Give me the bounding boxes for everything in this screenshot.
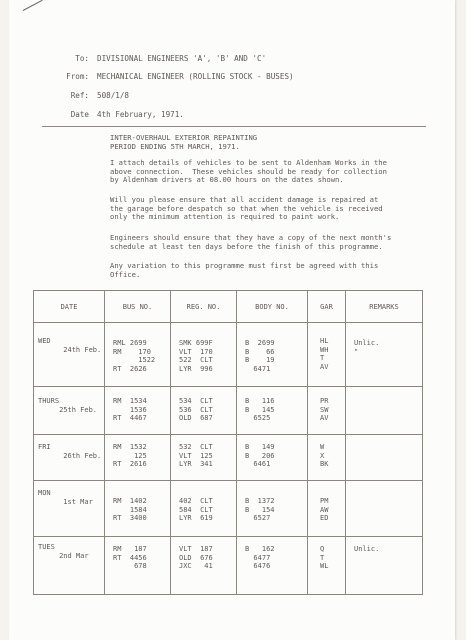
body-no-cell bbox=[237, 481, 308, 537]
table-row bbox=[34, 435, 423, 481]
garage-cell-line: AV bbox=[320, 362, 329, 371]
pen-tick-mark bbox=[23, 0, 43, 11]
date-cell-line: 2nd Mar bbox=[38, 551, 89, 560]
header-reg-no: REG. NO. bbox=[171, 291, 237, 323]
reg-no-cell-line: OLD 687 bbox=[179, 414, 213, 422]
reg-no-cell-line: 536 CLT bbox=[179, 405, 213, 414]
bus-no-cell-line: RML 2699 bbox=[113, 339, 147, 347]
reg-no-cell-line: 522 CLT bbox=[179, 356, 213, 364]
date-cell-line: FRI bbox=[38, 443, 51, 451]
garage-cell-line: Q bbox=[320, 545, 325, 553]
subject-line-1: INTER-OVERHAUL EXTERIOR REPAINTING bbox=[110, 133, 258, 142]
header-divider bbox=[42, 126, 426, 127]
body-no-cell-line: B 19 bbox=[245, 356, 275, 364]
bus-no-cell-line: RM 187 bbox=[113, 545, 147, 553]
reg-no-cell-line: VLT 170 bbox=[179, 347, 213, 356]
reg-no-cell-line: 402 CLT bbox=[179, 497, 213, 505]
body-no-cell-line: B 145 bbox=[245, 405, 275, 414]
date-cell-line: 1st Mar bbox=[38, 497, 93, 506]
from-label: From: bbox=[66, 72, 89, 81]
date-cell-line: 25th Feb. bbox=[38, 405, 98, 414]
reg-no-cell-line: LYR 619 bbox=[179, 514, 213, 522]
date-cell-line: 24th Feb. bbox=[38, 345, 102, 354]
date-cell bbox=[34, 323, 105, 387]
bus-no-cell-line: 678 bbox=[113, 562, 147, 570]
body-no-cell-line: B 162 bbox=[245, 545, 275, 553]
ref-label: Ref: bbox=[70, 91, 89, 100]
to-value: DIVISIONAL ENGINEERS 'A', 'B' AND 'C' bbox=[97, 54, 267, 63]
body-no-cell-line: B 154 bbox=[245, 505, 275, 514]
bus-no-cell bbox=[105, 387, 171, 435]
remarks-cell bbox=[346, 481, 423, 537]
date-cell bbox=[34, 387, 105, 435]
date-cell-line: TUES bbox=[38, 543, 55, 551]
body-no-cell-line: B 66 bbox=[245, 347, 275, 356]
body-no-cell-line: B 2699 bbox=[245, 339, 275, 347]
garage-cell bbox=[308, 481, 346, 537]
garage-cell-line: X bbox=[320, 451, 325, 460]
body-no-cell-line: B 206 bbox=[245, 451, 275, 460]
paragraph-line: Will you please ensure that all accident damage is repaired at bbox=[110, 195, 379, 204]
paragraph-4 bbox=[110, 262, 420, 279]
garage-cell bbox=[308, 537, 346, 595]
garage-cell-line: BK bbox=[320, 460, 329, 468]
reg-no-cell-line: SMK 699F bbox=[179, 339, 213, 347]
header-bus-no: BUS NO. bbox=[105, 291, 171, 323]
bus-no-cell-line: 125 bbox=[113, 451, 147, 460]
remarks-cell-line: Unlic. bbox=[354, 339, 380, 347]
bus-no-cell-line: RT 2626 bbox=[113, 364, 147, 373]
body-no-cell-line: 6461 bbox=[245, 460, 271, 468]
header-body-no: BODY NO. bbox=[237, 291, 308, 323]
remarks-cell bbox=[346, 435, 423, 481]
paragraph-line: the garage before despatch so that when the vehicle is received bbox=[110, 203, 383, 213]
bus-no-cell-line: RT 2616 bbox=[113, 460, 147, 468]
paragraph-line: I attach details of vehicles to be sent to Aldenham Works in the bbox=[110, 158, 387, 167]
reg-no-cell bbox=[171, 387, 237, 435]
date-cell-line: 26th Feb. bbox=[38, 451, 102, 460]
body-no-cell-line: 6525 bbox=[245, 414, 271, 422]
remarks-cell bbox=[346, 537, 423, 595]
to-label: To: bbox=[75, 54, 89, 63]
reg-no-cell-line: LYR 341 bbox=[179, 460, 213, 468]
date-cell bbox=[34, 537, 105, 595]
date-cell-line: WED bbox=[38, 337, 51, 345]
body-no-cell-line: 6527 bbox=[245, 514, 271, 522]
header-remarks: REMARKS bbox=[346, 291, 423, 323]
header-date: DATE bbox=[34, 291, 105, 323]
reg-no-cell bbox=[171, 537, 237, 595]
date-cell bbox=[34, 435, 105, 481]
bus-no-cell-line: RM 170 bbox=[113, 347, 151, 356]
remarks-cell bbox=[346, 323, 423, 387]
ref-value: 508/1/8 bbox=[97, 91, 130, 100]
bus-no-cell bbox=[105, 537, 171, 595]
bus-no-cell-line: RM 1402 bbox=[113, 497, 147, 505]
body-no-cell bbox=[237, 387, 308, 435]
date-cell-line: MON bbox=[38, 489, 51, 497]
body-no-cell-line: B 116 bbox=[245, 397, 275, 405]
garage-cell-line: ED bbox=[320, 514, 329, 522]
bus-no-cell bbox=[105, 481, 171, 537]
garage-cell-line: T bbox=[320, 354, 325, 362]
garage-cell-line: T bbox=[320, 553, 325, 562]
bus-no-cell-line: RT 4467 bbox=[113, 414, 147, 422]
reg-no-cell-line: OLD 676 bbox=[179, 553, 213, 562]
paragraph-line: Engineers should ensure that they have a copy of the next month's bbox=[110, 233, 392, 242]
remarks-cell-line: Unlic. bbox=[354, 545, 380, 553]
reg-no-cell-line: VLT 125 bbox=[179, 451, 213, 460]
paragraph-2 bbox=[110, 196, 420, 222]
reg-no-cell-line: 584 CLT bbox=[179, 505, 213, 514]
garage-cell-line: W bbox=[320, 443, 325, 451]
table-row bbox=[34, 323, 423, 387]
body-no-cell-line: 6477 bbox=[245, 553, 271, 562]
garage-cell-line: HL bbox=[320, 337, 329, 345]
garage-cell-line: SW bbox=[320, 405, 329, 414]
garage-cell-line: PM bbox=[320, 497, 329, 505]
bus-no-cell-line: RT 3400 bbox=[113, 514, 147, 522]
reg-no-cell-line: VLT 187 bbox=[179, 545, 213, 553]
body-no-cell-line: B 149 bbox=[245, 443, 275, 451]
bus-no-cell-line: RM 1532 bbox=[113, 443, 147, 451]
garage-cell-line: PR bbox=[320, 397, 329, 405]
garage-cell bbox=[308, 323, 346, 387]
paragraph-line: above connection. These vehicles should be ready for collection bbox=[110, 166, 387, 176]
reg-no-cell-line: 534 CLT bbox=[179, 397, 213, 405]
paragraph-3 bbox=[110, 234, 420, 251]
reg-no-cell bbox=[171, 435, 237, 481]
body-no-cell bbox=[237, 435, 308, 481]
date-cell-line: THURS bbox=[38, 397, 60, 405]
table-row bbox=[34, 387, 423, 435]
subject-heading bbox=[110, 134, 257, 151]
garage-cell-line: AW bbox=[320, 505, 329, 514]
from-value: MECHANICAL ENGINEER (ROLLING STOCK - BUSES) bbox=[97, 72, 294, 81]
body-no-cell bbox=[237, 537, 308, 595]
paragraph-line: Any variation to this programme must first be agreed with this bbox=[110, 261, 379, 270]
reg-no-cell-line: LYR 996 bbox=[179, 364, 213, 373]
bus-no-cell-line: 1536 bbox=[113, 405, 147, 414]
bus-no-cell-line: RM 1534 bbox=[113, 397, 147, 405]
date-cell bbox=[34, 481, 105, 537]
reg-no-cell bbox=[171, 323, 237, 387]
schedule-table bbox=[33, 290, 423, 595]
reg-no-cell bbox=[171, 481, 237, 537]
reg-no-cell-line: 532 CLT bbox=[179, 443, 213, 451]
date-label: Date bbox=[70, 110, 89, 119]
paragraph-line: schedule at least ten days before the finish of this programme. bbox=[110, 241, 383, 251]
garage-cell-line: WH bbox=[320, 345, 329, 354]
paragraph-line: Office. bbox=[110, 269, 141, 279]
date-value: 4th February, 1971. bbox=[97, 110, 184, 119]
body-no-cell-line: B 1372 bbox=[245, 497, 275, 505]
garage-cell bbox=[308, 387, 346, 435]
remarks-cell-line: " bbox=[354, 347, 359, 356]
paragraph-1 bbox=[110, 159, 420, 185]
reg-no-cell-line: JXC 41 bbox=[179, 562, 213, 570]
garage-cell-line: AV bbox=[320, 414, 329, 422]
bus-no-cell-line: RT 4456 bbox=[113, 553, 147, 562]
body-no-cell bbox=[237, 323, 308, 387]
table-row bbox=[34, 537, 423, 595]
bus-no-cell bbox=[105, 323, 171, 387]
paragraph-line: only the minimum attention is required to paint work. bbox=[110, 212, 340, 221]
garage-cell-line: WL bbox=[320, 562, 329, 570]
bus-no-cell-line: 1584 bbox=[113, 505, 147, 514]
body-no-cell-line: 6471 bbox=[245, 364, 271, 373]
bus-no-cell-line: 1522 bbox=[113, 356, 156, 364]
table-row bbox=[34, 481, 423, 537]
remarks-cell bbox=[346, 387, 423, 435]
paragraph-line: by Aldenham drivers at 08.00 hours on the dates shown. bbox=[110, 175, 344, 184]
table-header-row bbox=[34, 291, 423, 323]
header-garage: GAR bbox=[308, 291, 346, 323]
bus-no-cell bbox=[105, 435, 171, 481]
garage-cell bbox=[308, 435, 346, 481]
subject-line-2: PERIOD ENDING 5TH MARCH, 1971. bbox=[110, 141, 240, 151]
body-no-cell-line: 6476 bbox=[245, 562, 271, 570]
